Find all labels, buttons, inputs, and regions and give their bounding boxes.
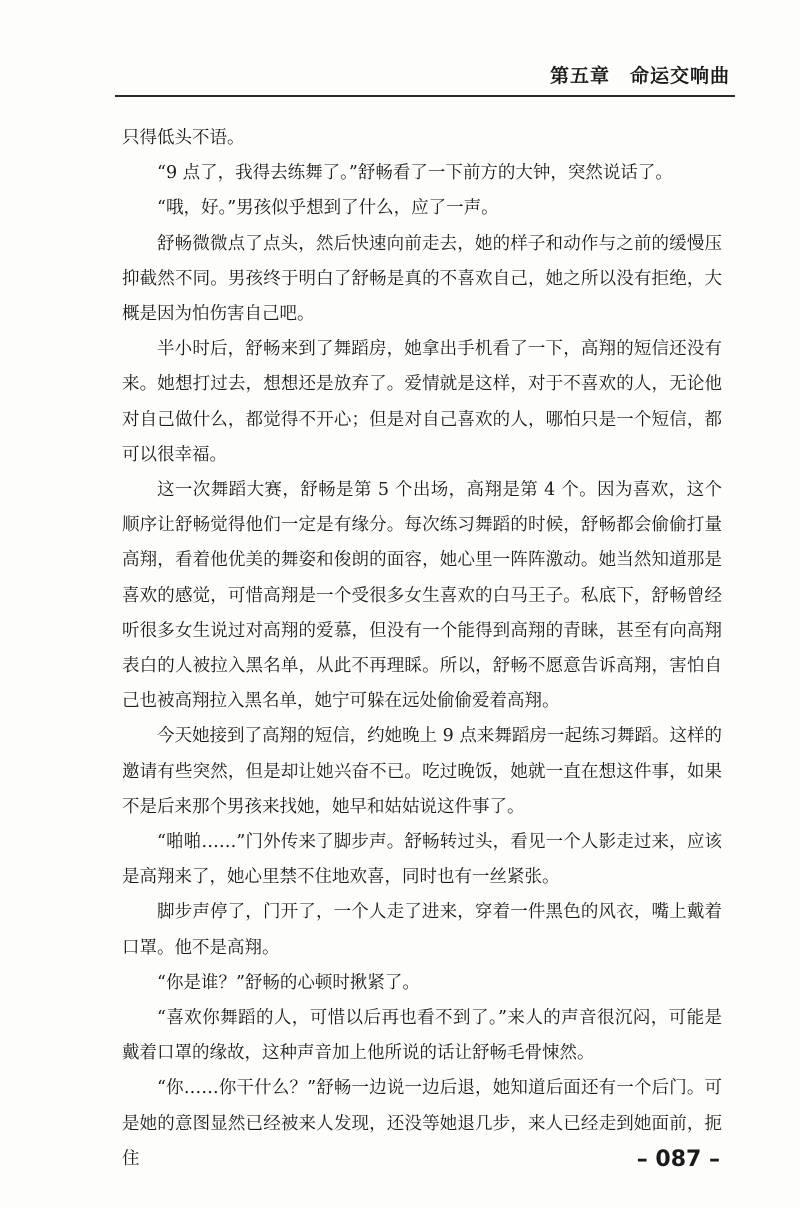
- paragraph: “你……你干什么？”舒畅一边说一边后退，她知道后面还有一个后门。可是她的意图显然已经被来人发现，还没等她退几步，来人已经走到她面前，扼住: [122, 1078, 722, 1169]
- page-number: – 087 –: [636, 1147, 720, 1172]
- paragraph: 舒畅微微点了点头，然后快速向前走去，她的样子和动作与之前的缓慢压抑截然不同。男孩终于明白了舒畅是真的不喜欢自己，她之所以没有拒绝，大概是因为怕伤害自己吧。: [122, 233, 722, 325]
- paragraph: 脚步声停了，门开了，一个人走了进来，穿着一件黑色的风衣，嘴上戴着口罩。他不是高翔。: [122, 902, 722, 958]
- paragraph: 只得低头不语。: [122, 128, 245, 148]
- body-text: [122, 121, 722, 1177]
- header-rule: [115, 95, 735, 97]
- paragraph: “你是谁？”舒畅的心顿时揪紧了。: [157, 972, 420, 993]
- chapter-header: 第五章 命运交响曲: [549, 65, 730, 87]
- paragraph: 半小时后，舒畅来到了舞蹈房，她拿出手机看了一下，高翔的短信还没有来。她想打过去，想想还是放弃了。爱情就是这样，对于不喜欢的人，无论他对自己做什么，都觉得不开心；但是对自己喜欢的人，哪怕只是一个短信，都可以很幸福。: [122, 339, 722, 465]
- paragraph: “喜欢你舞蹈的人，可惜以后再也看不到了。”来人的声音很沉闷，可能是戴着口罩的缘故，这种声音加上他所说的话让舒畅毛骨悚然。: [122, 1008, 722, 1064]
- paragraph: “9 点了，我得去练舞了。”舒畅看了一下前方的大钟，突然说话了。: [157, 163, 673, 184]
- paragraph: 这一次舞蹈大赛，舒畅是第 5 个出场，高翔是第 4 个。因为喜欢，这个顺序让舒畅觉得他们一定是有缘分。每次练习舞蹈的时候，舒畅都会偷偷打量高翔，看着他优美的舞姿和俊朗的面容，她心里一阵阵激动。她当然知道那是喜欢的感觉，可惜高翔是一个受很多女生喜欢的白马王子。私底下，舒畅曾经听很多女生说过对高翔的爱慕，但没有一个能得到高翔的青睐，甚至有向高翔表白的人被拉入黑名单，从此不再理睬。所以，舒畅不愿意告诉高翔，害怕自己也被高翔拉入黑名单，她宁可躲在远处偷偷爱着高翔。: [122, 480, 722, 712]
- paragraph: 今天她接到了高翔的短信，约她晚上 9 点来舞蹈房一起练习舞蹈。这样的邀请有些突然，但是却让她兴奋不已。吃过晚饭，她就一直在想这件事，如果不是后来那个男孩来找她，她早和姑姑说这件事了。: [122, 726, 722, 817]
- paragraph: “啪啪……”门外传来了脚步声。舒畅转过头，看见一个人影走过来，应该是高翔来了，她心里禁不住地欢喜，同时也有一丝紧张。: [122, 832, 722, 888]
- paragraph: “哦，好。”男孩似乎想到了什么，应了一声。: [157, 198, 499, 219]
